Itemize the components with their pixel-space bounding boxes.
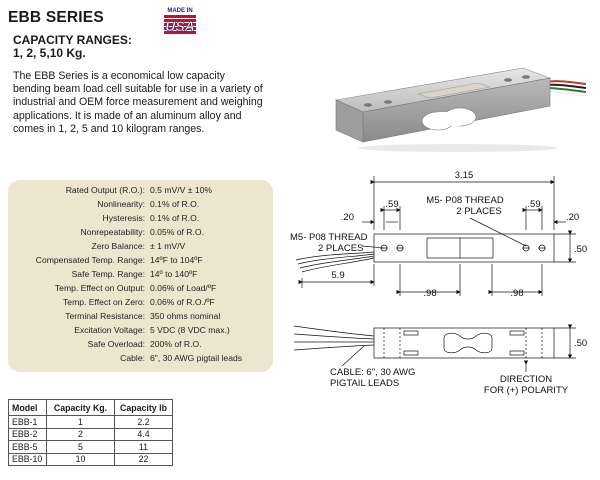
spec-value: 0.1% of R.O.: [150, 213, 200, 223]
model-capacity-table: [8, 399, 173, 466]
product-description: The EBB Series is a economical low capacity bending beam load cell suitable for use in a variety of industrial and OEM force measurement and weighing applications. It is made of an aluminum alloy and comes in 1, 2, 5 and 10 kilogram ranges.: [13, 70, 263, 135]
table-row: [9, 453, 173, 466]
spec-row: [8, 226, 273, 239]
table-header-row: [9, 400, 173, 416]
polarity-note-line1: DIRECTION: [499, 374, 553, 385]
spec-label: Hysteresis:: [102, 213, 145, 223]
spec-row: [8, 268, 273, 281]
cable-note-line1: CABLE: 6", 30 AWG: [330, 367, 416, 378]
dim-overall-width: 3.15: [454, 170, 474, 181]
dim-span-right: .98: [510, 288, 524, 299]
cell-capacity-kg: 10: [47, 453, 115, 466]
dim-edge-right: .20: [566, 212, 580, 223]
spec-label: Temp. Effect on Output:: [54, 283, 145, 293]
spec-value: 0.05% of R.O.: [150, 227, 204, 237]
badge-usa-text: USA: [165, 18, 195, 34]
spec-label: Safe Temp. Range:: [71, 269, 145, 279]
spec-row: [8, 282, 273, 295]
spec-row: [8, 198, 273, 211]
spec-label: Safe Overload:: [87, 339, 145, 349]
spec-value: 350 ohms nominal: [150, 311, 221, 321]
spec-label: Nonlinearity:: [97, 199, 145, 209]
thread-callout-right-line2: 2 PLACES: [456, 206, 502, 217]
dim-height-top-view: .50: [574, 244, 588, 255]
table-row: [9, 441, 173, 454]
specifications-panel: [8, 180, 273, 372]
spec-label: Nonrepeatability:: [80, 227, 145, 237]
table-row: [9, 416, 173, 429]
cell-capacity-lb: 11: [115, 441, 173, 454]
spec-row: [8, 324, 273, 337]
spec-row: [8, 338, 273, 351]
cell-capacity-kg: 5: [47, 441, 115, 454]
spec-label: Rated Output (R.O.):: [65, 185, 145, 195]
spec-row: [8, 240, 273, 253]
spec-value: 200% of R.O.: [150, 339, 202, 349]
spec-row: [8, 212, 273, 225]
cell-capacity-lb: 22: [115, 453, 173, 466]
spec-value: 0.5 mV/V ± 10%: [150, 185, 213, 195]
spec-value: 0.06% of R.O./ºF: [150, 297, 215, 307]
spec-row: [8, 254, 273, 267]
column-header-capacity-kg: Capacity Kg.: [47, 400, 115, 416]
spec-label: Terminal Resistance:: [65, 311, 145, 321]
spec-value: 0.1% of R.O.: [150, 199, 200, 209]
dim-span-left: .98: [423, 288, 437, 299]
dim-height-side-view: .50: [574, 338, 588, 349]
spec-value: 14ºF to 104ºF: [150, 255, 203, 265]
capacity-heading: CAPACITY RANGES:: [13, 33, 132, 47]
thread-callout-left-line2: 2 PLACES: [318, 243, 364, 254]
dimension-drawing: [282, 168, 596, 398]
dim-cable-length: 5.9: [331, 270, 345, 281]
thread-callout-right-line1: M5- P08 THREAD: [426, 195, 504, 206]
dim-edge-left: .20: [340, 212, 354, 223]
cell-model: EBB-10: [9, 453, 47, 466]
spec-row: [8, 184, 273, 197]
page-title: EBB SERIES: [8, 9, 104, 26]
cell-capacity-lb: 4.4: [115, 428, 173, 441]
spec-row: [8, 310, 273, 323]
spec-row: [8, 352, 273, 365]
spec-label: Zero Balance:: [91, 241, 145, 251]
spec-value: 14º to 140ºF: [150, 269, 198, 279]
column-header-model: Model: [9, 400, 47, 416]
column-header-capacity-lb: Capacity lb: [115, 400, 173, 416]
spec-label: Compensated Temp. Range:: [35, 255, 145, 265]
capacity-values: 1, 2, 5,10 Kg.: [13, 46, 86, 60]
spec-row: [8, 296, 273, 309]
cell-capacity-kg: 2: [47, 428, 115, 441]
polarity-note-line2: FOR (+) POLARITY: [483, 385, 569, 396]
thread-callout-left-line1: M5- P08 THREAD: [290, 232, 368, 243]
spec-value: 0.06% of Load/ºF: [150, 283, 217, 293]
spec-label: Cable:: [120, 353, 145, 363]
spec-value: ± 1 mV/V: [150, 241, 186, 251]
cable-note-line2: PIGTAIL LEADS: [330, 378, 400, 389]
dim-hole-left: .59: [385, 199, 399, 210]
cell-capacity-kg: 1: [47, 416, 115, 429]
cell-model: EBB-1: [9, 416, 47, 429]
spec-label: Temp. Effect on Zero:: [63, 297, 145, 307]
table-row: [9, 428, 173, 441]
spec-label: Excitation Voltage:: [74, 325, 145, 335]
spec-value: 5 VDC (8 VDC max.): [150, 325, 230, 335]
spec-value: 6", 30 AWG pigtail leads: [150, 353, 243, 363]
made-in-usa-badge: [163, 5, 197, 35]
dim-hole-right: .59: [527, 199, 541, 210]
cell-capacity-lb: 2.2: [115, 416, 173, 429]
cell-model: EBB-5: [9, 441, 47, 454]
load-cell-photo: [318, 60, 588, 155]
badge-top-text: MADE IN: [167, 8, 193, 14]
cell-model: EBB-2: [9, 428, 47, 441]
